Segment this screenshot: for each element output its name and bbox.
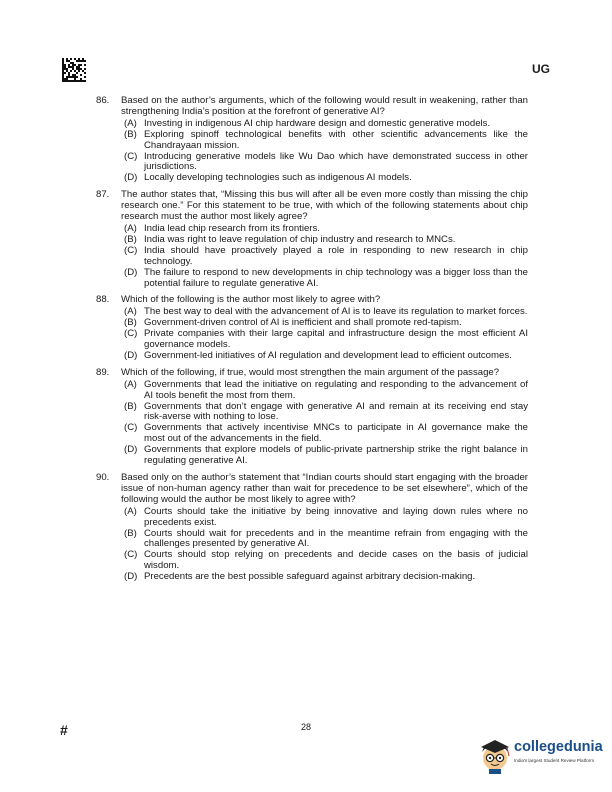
question-number: 90. [96, 472, 110, 483]
option-text: Government-led initiatives of AI regulation and development lead to efficient outcomes. [144, 349, 512, 361]
question-stem: The author states that, “Missing this bus will after all be even more costly than missing the chip research one.” For this statement to be true, with which of the following statements about chip research must the author most likely agree? [121, 189, 528, 223]
option-text: Government-driven control of AI is inefficient and shall promote red-tapism. [144, 317, 462, 329]
question [96, 295, 528, 361]
option-letter: (D) [124, 172, 138, 184]
option-list [121, 119, 528, 184]
option-letter: (B) [124, 128, 137, 140]
option-text: Courts should wait for precedents and in the meantime refrain from engaging with the challenges presented by generative AI. [144, 527, 528, 550]
option-text: Private companies with their large capital and infrastructure design the most efficient AI governance models. [144, 328, 528, 351]
option-letter: (B) [124, 527, 137, 539]
question-number: 89. [96, 366, 110, 378]
question-stem: Which of the following, if true, would most strengthen the main argument of the passage? [121, 366, 500, 378]
option [124, 507, 528, 529]
question-number: 86. [96, 95, 110, 106]
option-letter: (C) [124, 549, 138, 561]
option [124, 402, 528, 424]
question [96, 96, 528, 184]
option-letter: (A) [124, 306, 137, 318]
brand-name: collegedunia [514, 739, 603, 755]
option [124, 380, 528, 402]
option-text: The failure to respond to new developments in chip technology was a bigger loss than the potential failure to regulate generative AI. [144, 266, 528, 289]
question [96, 190, 528, 289]
option-letter: (A) [124, 117, 137, 129]
option [124, 550, 528, 572]
option-letter: (C) [124, 328, 138, 340]
option-letter: (C) [124, 422, 138, 434]
qr-code [62, 58, 86, 82]
option-text: The best way to deal with the advancement of AI is to leave its regulation to market forces. [144, 306, 528, 318]
option-text: Exploring spinoff technological benefits with other scientific advancements like the Chandrayaan mission. [144, 128, 528, 151]
option-text: Courts should stop relying on precedents and decide cases on the basis of judicial wisdom. [144, 549, 528, 572]
brand-tagline: India's largest Student Review Platform [514, 758, 595, 763]
option-text: Governments that explore models of public-private partnership strike the right balance in regulating generative AI. [144, 444, 528, 467]
option-text: Introducing generative models like Wu Dao which have demonstrated success in other jurisdictions. [144, 150, 528, 173]
question [96, 368, 528, 467]
question-stem: Based on the author’s arguments, which of the following would result in weakening, rather than strengthening India’s position at the forefront of generative AI? [121, 95, 528, 117]
option-text: Courts should take the initiative by being innovative and laying down rules where no precedents exist. [144, 505, 528, 528]
question-stem: Based only on the author’s statement that “Indian courts should start engaging with the broader issue of non-human agency rather than wait for precedence to be set elsewhere”, which of the following would the author be most likely to agree with? [121, 472, 528, 505]
option-letter: (D) [124, 266, 138, 278]
option-letter: (A) [124, 505, 137, 517]
page-hash-mark: # [60, 722, 68, 738]
option [124, 445, 528, 467]
option-text: Governments that lead the initiative on regulating and responding to the advancement of AI tools benefit the most from them. [144, 378, 528, 401]
option-list [121, 307, 528, 362]
option-letter: (C) [124, 244, 138, 256]
option-text: Governments that don’t engage with generative AI and remain at its receiving end stay risk-averse with nothing to lose. [144, 400, 528, 423]
option [124, 351, 528, 362]
option-text: India lead chip research from its frontiers. [144, 222, 320, 234]
option [124, 130, 528, 152]
option [124, 173, 528, 184]
option-text: Locally developing technologies such as indigenous AI models. [144, 172, 412, 184]
paper-code-tag: UG [532, 62, 550, 76]
option [124, 268, 528, 290]
option-letter: (A) [124, 378, 137, 390]
question [96, 473, 528, 583]
mascot-icon [476, 735, 514, 775]
option-list [121, 380, 528, 467]
option-letter: (B) [124, 317, 137, 329]
question-number: 88. [96, 294, 110, 306]
collegedunia-logo [476, 735, 606, 775]
option-letter: (B) [124, 400, 137, 412]
question-stem: Which of the following is the author most likely to agree with? [121, 294, 381, 306]
option [124, 572, 528, 583]
option-text: India should have proactively played a role in responding to new research in chip technology. [144, 244, 528, 267]
option-list [121, 224, 528, 289]
option-letter: (C) [124, 150, 138, 162]
option [124, 246, 528, 268]
option [124, 329, 528, 351]
option-text: India was right to leave regulation of chip industry and research to MNCs. [144, 233, 456, 245]
option [124, 423, 528, 445]
question-number: 87. [96, 189, 110, 201]
page-number: 28 [300, 722, 311, 732]
option-letter: (A) [124, 222, 137, 234]
option-letter: (D) [124, 349, 138, 361]
option [124, 152, 528, 174]
option [124, 529, 528, 551]
option-list [121, 507, 528, 583]
option-letter: (D) [124, 571, 138, 583]
option-text: Investing in indigenous AI chip hardware design and domestic generative models. [144, 117, 491, 129]
option-text: Governments that actively incentivise MNCs to participate in AI governance make the most out of the advancements in the field. [144, 422, 528, 445]
option-text: Precedents are the best possible safeguard against arbitrary decision-making. [144, 571, 476, 583]
option-letter: (B) [124, 233, 137, 245]
question-list [96, 96, 528, 589]
option-letter: (D) [124, 444, 138, 456]
